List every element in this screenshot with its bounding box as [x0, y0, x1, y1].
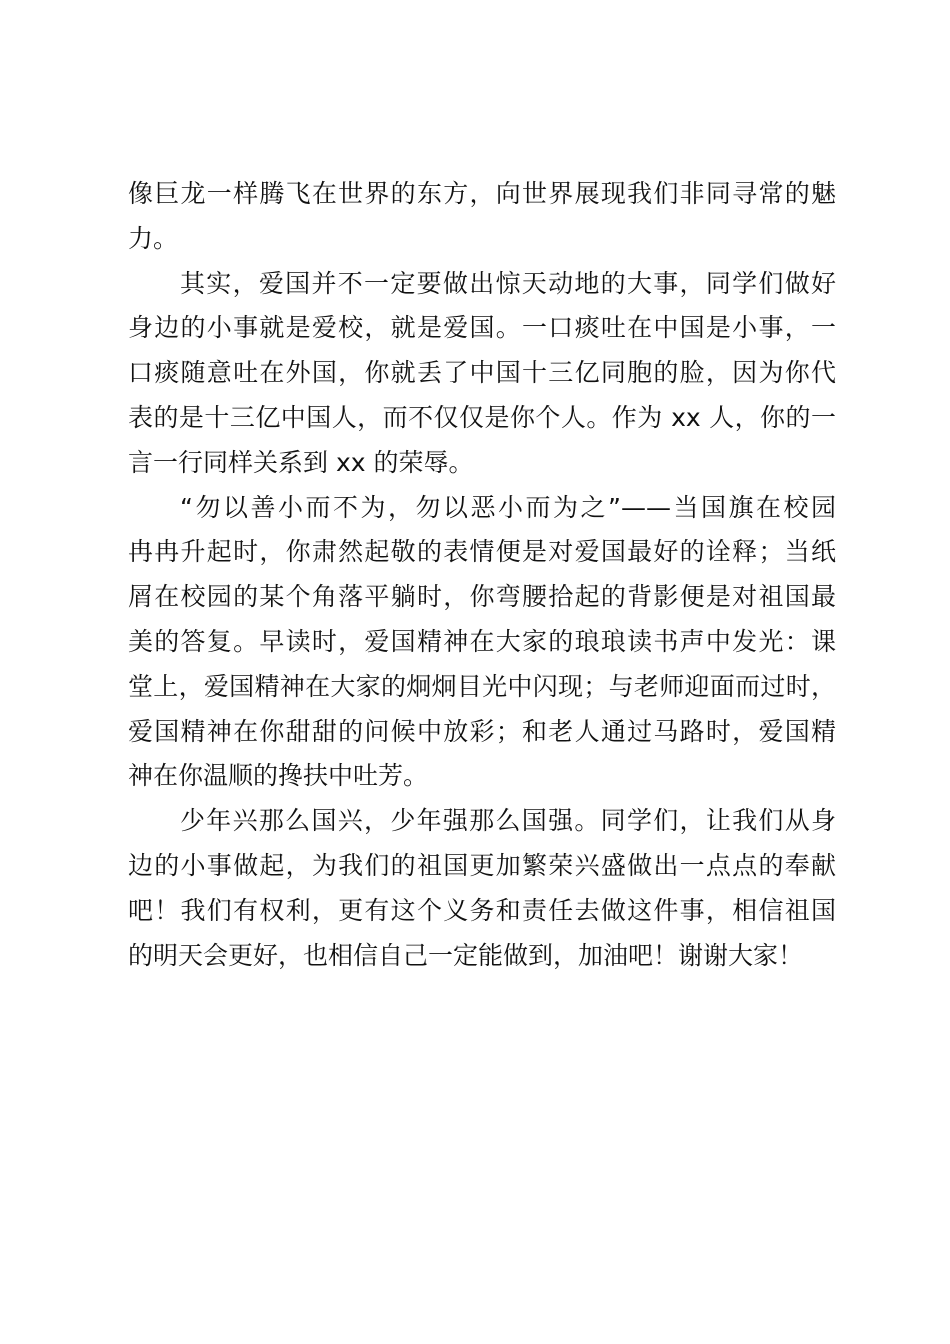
text-line: 边的小事做起，为我们的祖国更加繁荣兴盛做出一点点的奉献	[128, 850, 836, 880]
text-line: “勿以善小而不为，勿以恶小而为之”——当国旗在校园	[180, 492, 836, 522]
text-line: 屑在校园的某个角落平躺时，你弯腰拾起的背影便是对祖国最	[128, 582, 836, 612]
text-line: 吧！我们有权利，更有这个义务和责任去做这件事，相信祖国	[128, 895, 836, 925]
paragraph-4	[128, 799, 836, 978]
text-line: 其实，爱国并不一定要做出惊天动地的大事，同学们做好	[180, 268, 836, 298]
text-line: 力。	[128, 223, 179, 253]
text-line: 爱国精神在你甜甜的问候中放彩；和老人通过马路时，爱国精	[128, 716, 836, 746]
text-line: 像巨龙一样腾飞在世界的东方，向世界展现我们非同寻常的魅	[128, 179, 836, 208]
text-line: 少年兴那么国兴，少年强那么国强。同学们，让我们从身	[180, 806, 836, 836]
paragraph-1	[128, 172, 836, 262]
document-body	[128, 172, 836, 978]
paragraph-3	[128, 486, 836, 800]
text-line: 身边的小事就是爱校，就是爱国。一口痰吐在中国是小事，一	[128, 313, 836, 343]
paragraph-2	[128, 262, 836, 486]
text-line: 美的答复。早读时，爱国精神在大家的琅琅读书声中发光：课	[128, 626, 836, 656]
text-line: 表的是十三亿中国人，而不仅仅是你个人。作为 xx 人，你的一	[128, 402, 836, 432]
text-line: 的明天会更好，也相信自己一定能做到，加油吧！谢谢大家！	[128, 940, 804, 970]
text-line: 口痰随意吐在外国，你就丢了中国十三亿同胞的脸，因为你代	[128, 358, 836, 388]
text-line: 神在你温顺的搀扶中吐芳。	[128, 761, 429, 791]
text-line: 言一行同样关系到 xx 的荣辱。	[128, 447, 474, 477]
text-line: 堂上，爱国精神在大家的炯炯目光中闪现；与老师迎面而过时，	[128, 671, 836, 701]
text-line: 冉冉升起时，你肃然起敬的表情便是对爱国最好的诠释；当纸	[128, 537, 836, 567]
